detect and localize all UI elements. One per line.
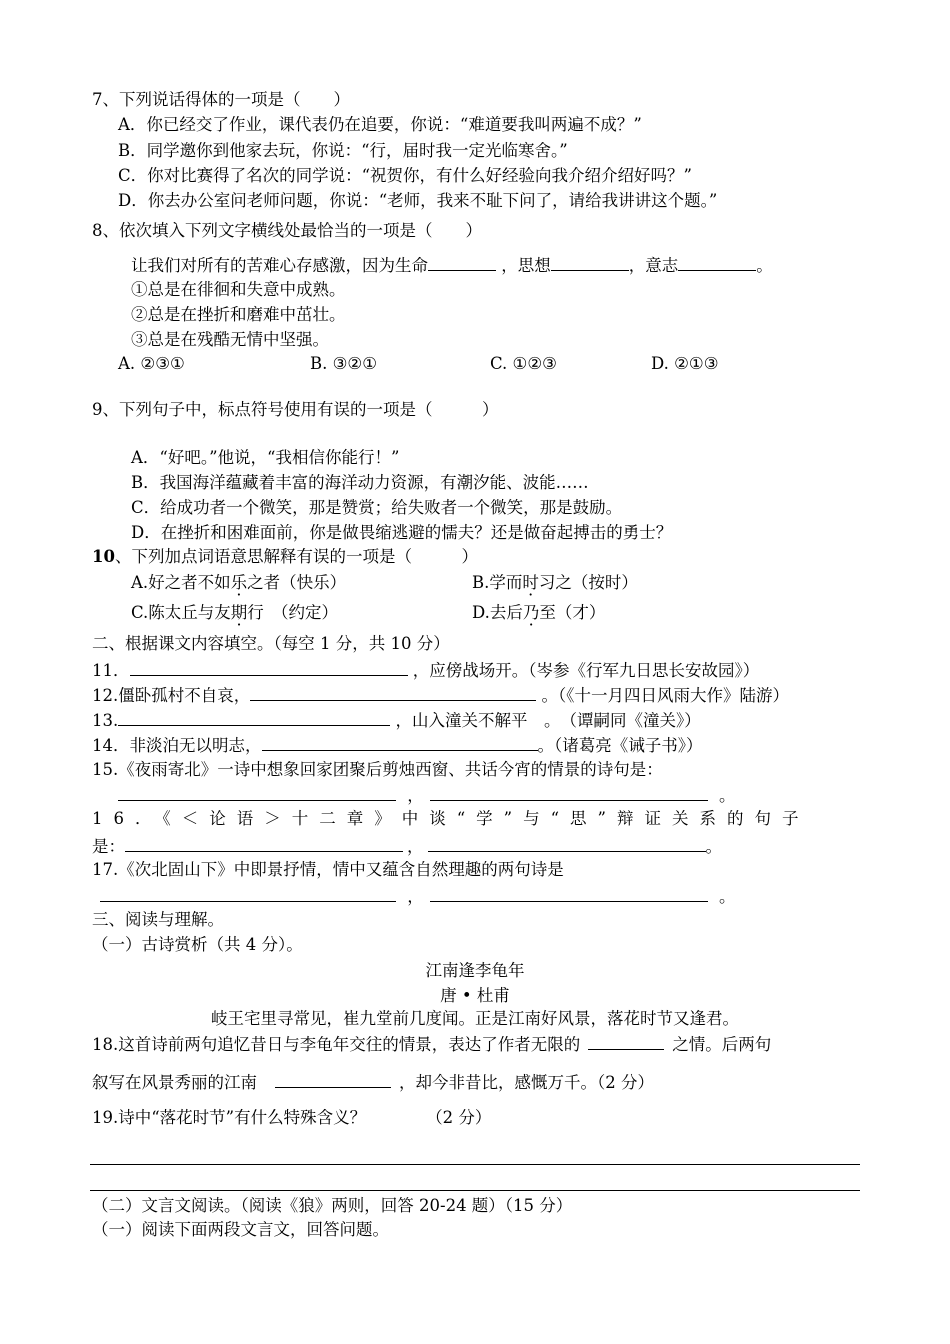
q9-option-b: B．我国海洋蕴藏着丰富的海洋动力资源，有潮汐能、波能…… — [131, 473, 589, 492]
q18-line-2: 叙写在风景秀丽的江南 ，却今非昔比，感慨万千。（2 分） — [92, 1073, 654, 1092]
q16-answer: 是： ， 。 — [92, 837, 722, 856]
q19: 19.诗中“落花时节”有什么特殊含义？ （2 分） — [92, 1108, 492, 1127]
blank-line[interactable] — [262, 734, 538, 751]
subsection-classical-reading: （一）阅读下面两段文言文，回答问题。 — [92, 1220, 389, 1239]
q7-option-c: C．你对比赛得了名次的同学说：“祝贺你，有什么好经验向我介绍介绍好吗？” — [118, 166, 692, 185]
q18-line-1: 18.这首诗前两句追忆昔日与李龟年交往的情景，表达了作者无限的 之情。后两句 — [92, 1035, 772, 1054]
q9-option-a: A．“好吧。”他说，“我相信你能行！” — [131, 448, 400, 467]
q15-answer: ， 。 — [118, 784, 736, 807]
q8-item-1: ①总是在徘徊和失意中成熟。 — [131, 280, 346, 299]
blank-line[interactable] — [118, 784, 396, 801]
q10-option-d: D.去后乃至（才） — [472, 603, 606, 622]
q7-option-b: B．同学邀你到他家去玩，你说：“行，届时我一定光临寒舍。” — [118, 141, 568, 160]
poem-title: 江南逢李龟年 — [425, 961, 525, 980]
q7-stem: 7、下列说话得体的一项是（ ） — [92, 90, 350, 109]
q10-stem: 10、下列加点词语意思解释有误的一项是（ ） — [92, 547, 478, 566]
blank-line[interactable] — [275, 1071, 391, 1088]
q12: 12.僵卧孤村不自哀， 。（《十一月四日风雨大作》陆游） — [92, 686, 789, 705]
q9-stem: 9、下列句子中，标点符号使用有误的一项是（ ） — [92, 400, 499, 419]
q13: 13. ，山入潼关不解平 。 （谭嗣同《潼关》） — [92, 711, 701, 730]
emphasis-dot-word: 期 — [230, 603, 248, 622]
poem-body: 岐王宅里寻常见，崔九堂前几度闻。正是江南好风景，落花时节又逢君。 — [211, 1009, 739, 1028]
subsection-classical: （二）文言文阅读。（阅读《狼》两则，回答 20-24 题）（15 分） — [92, 1196, 573, 1215]
poem-author: 唐 • 杜甫 — [440, 986, 510, 1005]
q10-option-c: C.陈太丘与友期行 （约定） — [131, 603, 339, 622]
q8-sentence: 让我们对所有的苦难心存感激，因为生命 ，思想 ，意志 。 — [131, 256, 773, 275]
q15: 15.《夜雨寄北》一诗中想象回家团聚后剪烛西窗、共话今宵的情景的诗句是： — [92, 760, 663, 779]
blank-line[interactable] — [118, 709, 390, 726]
q9-option-c: C．给成功者一个微笑，那是赞赏；给失败者一个微笑，那是鼓励。 — [131, 498, 623, 517]
q17: 17.《次北固山下》中即景抒情，情中又蕴含自然理趣的两句诗是 — [92, 860, 564, 879]
blank-line[interactable] — [430, 885, 708, 902]
q8-stem: 8、依次填入下列文字横线处最恰当的一项是（ ） — [92, 221, 482, 240]
q8-option-a: A. ②③① — [118, 354, 185, 373]
answer-line[interactable] — [90, 1164, 860, 1165]
section-3-title: 三、阅读与理解。 — [92, 910, 224, 929]
q11: 11． ，应傍战场开。（岑参《行军九日思长安故园》） — [92, 661, 760, 680]
blank-line[interactable] — [551, 254, 629, 271]
q8-option-c: C. ①②③ — [490, 354, 557, 373]
q17-answer: ， 。 — [100, 885, 736, 908]
blank-line[interactable] — [428, 254, 496, 271]
q7-option-a: A．你已经交了作业，课代表仍在追要，你说：“难道要我叫两遍不成？” — [118, 115, 642, 134]
blank-line[interactable] — [100, 885, 396, 902]
q8-item-2: ②总是在挫折和磨难中茁壮。 — [131, 305, 346, 324]
q10-option-b: B.学而时习之（按时） — [472, 573, 638, 592]
blank-line[interactable] — [678, 254, 756, 271]
blank-line[interactable] — [430, 784, 708, 801]
emphasis-dot-word: 乐 — [230, 573, 248, 592]
answer-line[interactable] — [90, 1190, 860, 1191]
q10-option-a: A.好之者不如乐之者（快乐） — [131, 573, 347, 592]
section-2-title: 二、根据课文内容填空。（每空 1 分，共 10 分） — [92, 634, 450, 653]
q8-option-d: D. ②①③ — [651, 354, 719, 373]
blank-line[interactable] — [125, 835, 403, 852]
blank-line[interactable] — [428, 835, 706, 852]
subsection-poem: （一）古诗赏析（共 4 分）。 — [92, 935, 303, 954]
emphasis-dot-word: 乃 — [522, 603, 540, 622]
blank-line[interactable] — [588, 1033, 664, 1050]
q8-option-b: B. ③②① — [310, 354, 377, 373]
blank-line[interactable] — [250, 684, 536, 701]
q8-item-3: ③总是在残酷无情中坚强。 — [131, 330, 329, 349]
q14: 14．非淡泊无以明志， 。（诸葛亮《诫子书》） — [92, 736, 703, 755]
blank-line[interactable] — [130, 659, 408, 676]
q16: 16．《＜论语＞十二章》中谈“学”与“思”辩证关系的句子 — [92, 809, 810, 828]
q7-option-d: D．你去办公室问老师问题，你说：“老师，我来不耻下问了，请给我讲讲这个题。” — [118, 191, 718, 210]
emphasis-dot-word: 时 — [522, 573, 539, 592]
q9-option-d: D．在挫折和困难面前，你是做畏缩逃避的懦夫？还是做奋起搏击的勇士？ — [131, 523, 673, 542]
